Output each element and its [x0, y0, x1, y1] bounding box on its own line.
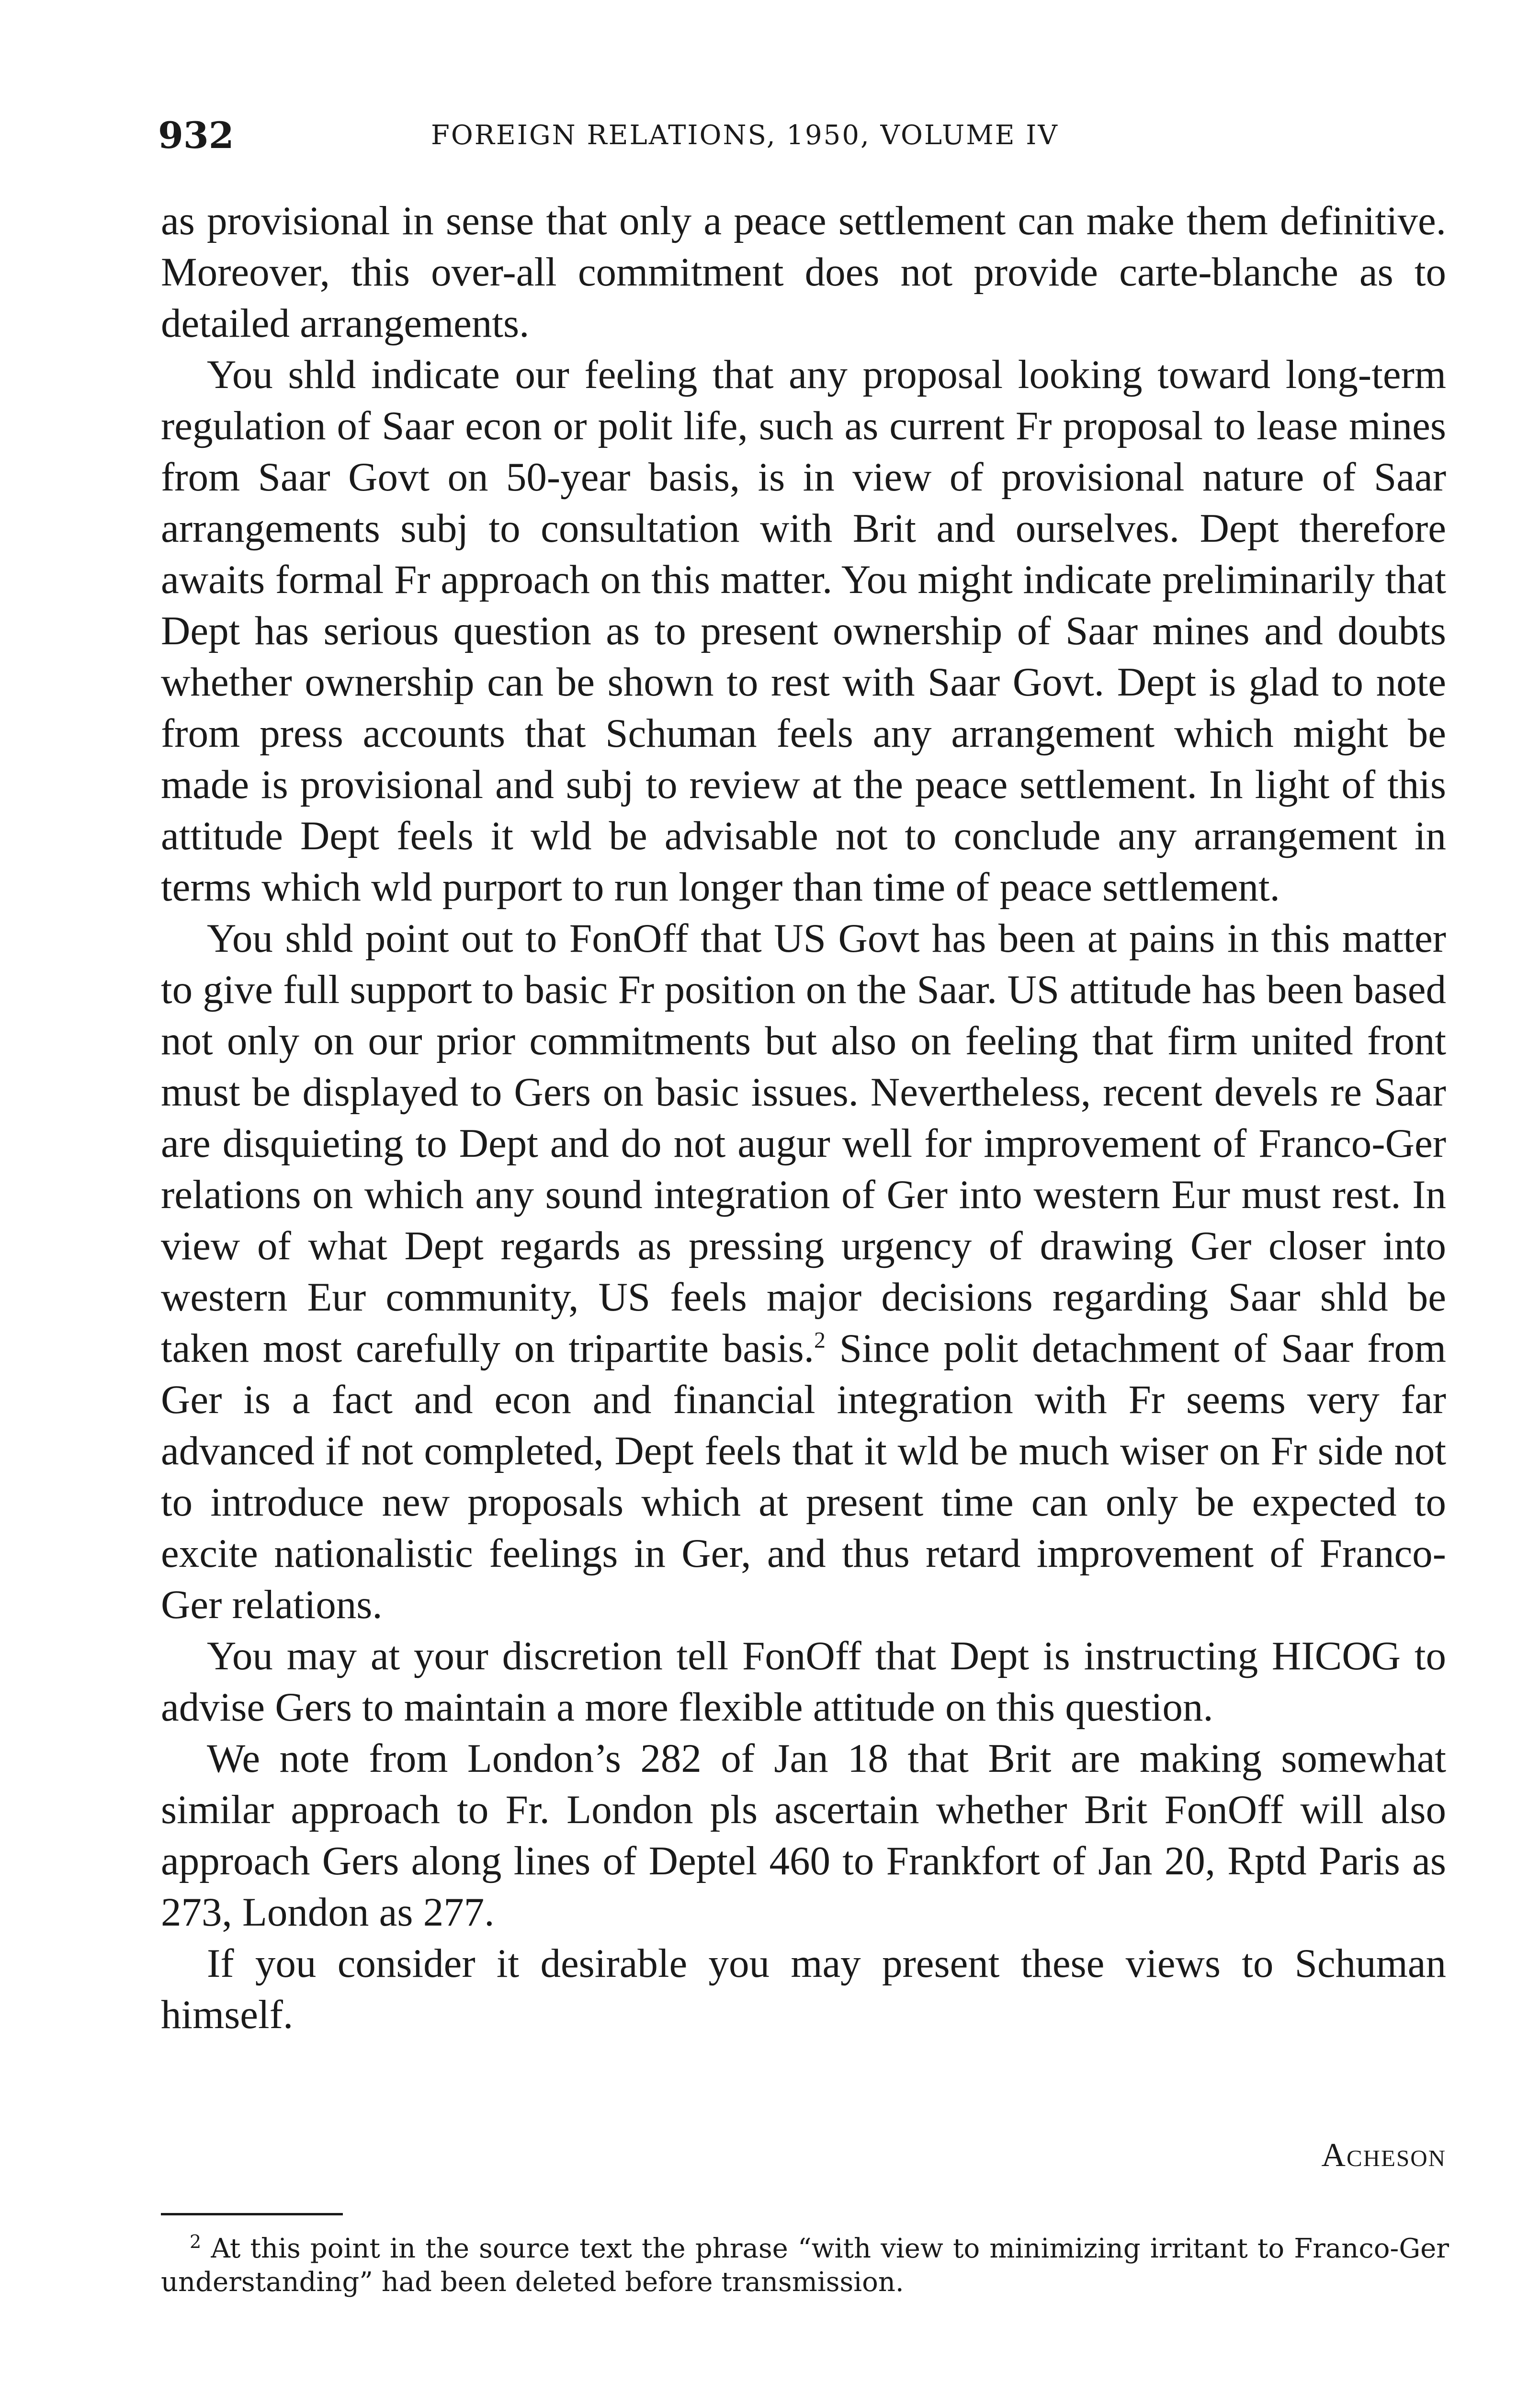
paragraph-text-before-ref: You shld point out to FonOff that US Govt has been at pains in this matter to give full support to basic Fr position on the Saar. US attitude has been based not only on our prior commitments but also on feeling that firm united front must be displayed to Gers on basic issues. Nevertheless, recent devels re Saar are disquieting to Dept and do not augur well for improvement of Franco-Ger relations on which any sound integration of Ger into western Eur must rest. In view of what Dept regards as pressing urgency of drawing Ger closer into western Eur community, US feels major decisions regarding Saar shld be taken most carefully on tripartite basis.: [161, 916, 1446, 1371]
body-text: [161, 195, 1446, 2041]
paragraph-fonoff-support: [161, 913, 1446, 1631]
signature: Acheson: [1321, 2137, 1446, 2174]
paragraph-text-after-ref: Since polit detachment of Saar from Ger is a fact and econ and financial integration with Fr seems very far advanced if not completed, Dept feels that it wld be much wiser on Fr side not to introduce new proposals which at present time can only be expected to excite nationalistic feelings in Ger, and thus retard improvement of Franco-Ger relations.: [161, 1326, 1446, 1627]
footnote-reference: 2: [814, 1327, 826, 1353]
footnote-text: At this point in the source text the phrase “with view to minimizing irritant to Franco-Ger understanding” had been deleted before transmission.: [161, 2233, 1449, 2298]
paragraph-schuman: If you consider it desirable you may present these views to Schuman himself.: [161, 1941, 1446, 2037]
paragraph-london: We note from London’s 282 of Jan 18 that Brit are making somewhat similar approach to Fr. London pls ascertain whether Brit FonOff will also approach Gers along lines of Deptel 460 to Frankfort of Jan 20, Rptd Paris as 273, London as 277.: [161, 1736, 1446, 1935]
page-header: [158, 109, 1441, 162]
footnote-divider: [161, 2213, 343, 2215]
footnote: [161, 2232, 1449, 2299]
running-title: FOREIGN RELATIONS, 1950, VOLUME IV: [431, 120, 1059, 151]
paragraph-continuation: as provisional in sense that only a peace settlement can make them definitive. Moreover, this over-all commitment does not provide carte-blanche as to detailed arrangements.: [161, 198, 1446, 346]
paragraph-saar-proposal: You shld indicate our feeling that any proposal looking toward long-term regulation of Saar econ or polit life, such as current Fr proposal to lease mines from Saar Govt on 50-year basis, is in view of provisional nature of Saar arrangements subj to consultation with Brit and ourselves. Dept therefore awaits formal Fr approach on this matter. You might indicate preliminarily that Dept has serious question as to present ownership of Saar mines and doubts whether ownership can be shown to rest with Saar Govt. Dept is glad to note from press accounts that Schuman feels any arrangement which might be made is provisional and subj to review at the peace settlement. In light of this attitude Dept feels it wld be advisable not to conclude any arrangement in terms which wld purport to run longer than time of peace settlement.: [161, 352, 1446, 910]
footnote-mark: 2: [190, 2231, 202, 2253]
paragraph-hicog: You may at your discretion tell FonOff that Dept is instructing HICOG to advise Gers to maintain a more flexible attitude on this question.: [161, 1633, 1446, 1730]
page-number: 932: [158, 114, 234, 157]
